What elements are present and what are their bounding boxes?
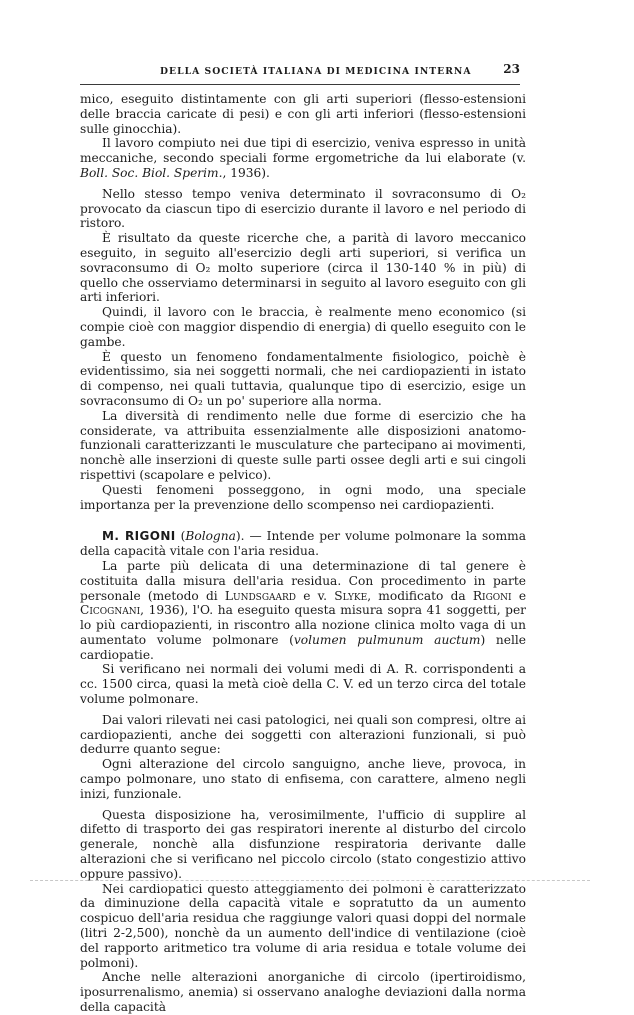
paragraph: mico, eseguito distintamente con gli arti superiori (flesso-estensioni delle braccia caricate di pesi) e con gli arti inferiori (flesso-estensioni sulle ginocchia). bbox=[80, 92, 526, 136]
paragraph: Il lavoro compiuto nei due tipi di esercizio, veniva espresso in unità meccaniche, secondo speciali forme ergometriche da lui elaborate (v. Boll. Soc. Biol. Sperim., 1936). bbox=[80, 136, 526, 180]
page-body bbox=[80, 92, 526, 1015]
paragraph: Dai valori rilevati nei casi patologici, nei quali son compresi, oltre ai cardiopazienti, anche dei soggetti con alterazioni funzionali, si può dedurre quanto segue: bbox=[80, 712, 526, 757]
cited-author: Cicognani bbox=[80, 603, 141, 618]
paragraph: Quindi, il lavoro con le braccia, è realmente meno economico (si compie cioè con maggior dispendio di energia) di quello eseguito con le gambe. bbox=[80, 305, 526, 349]
paragraph: Nei cardiopatici questo atteggiamento dei polmoni è caratterizzato da diminuzione della capacità vitale e sopratutto da un aumento cospicuo dell'aria residua che raggiunge valori quasi doppi del normale (litri 2-2,500), nonchè da un aumento dell'indice di ventilazione (cioè del rapporto aritmetico tra volume di aria residua e totale volume dei polmoni). bbox=[80, 881, 526, 970]
author-place: Bologna bbox=[185, 529, 236, 544]
paragraph: Ogni alterazione del circolo sanguigno, anche lieve, provoca, in campo polmonare, uno stato di enfisema, con carattere, almeno negli inizi, funzionale. bbox=[80, 757, 526, 801]
author-name: M. RIGONI bbox=[102, 529, 176, 544]
running-header-title: DELLA SOCIETÀ ITALIANA DI MEDICINA INTERNA bbox=[160, 66, 472, 77]
paragraph: Si verificano nei normali dei volumi medi di A. R. corrispondenti a cc. 1500 circa, quasi la metà cioè della C. V. ed un terzo circa del totale volume polmonare. bbox=[80, 662, 526, 707]
page-number: 23 bbox=[503, 62, 520, 76]
paragraph: La diversità di rendimento nelle due forme di esercizio che ha considerate, va attribuita essenzialmente alle disposizioni anatomo-funzionali caratterizzanti le musculature che partecipano ai movimenti, nonchè alle inserzioni di queste sulle parti ossee degli arti e sui cingoli rispettivi (scapolare e pelvico). bbox=[80, 408, 526, 482]
citation-journal: Boll. Soc. Biol. Sperim. bbox=[80, 165, 223, 180]
paragraph: M. RIGONI (Bologna). — Intende per volume polmonare la somma della capacità vitale con l'aria residua. bbox=[80, 529, 526, 559]
cited-author: Lundsgaard bbox=[224, 588, 297, 603]
paragraph: Questi fenomeni posseggono, in ogni modo, una speciale importanza per la prevenzione dello scompenso nei cardiopazienti. bbox=[80, 482, 526, 512]
paragraph: È questo un fenomeno fondamentalmente fisiologico, poichè è evidentissimo, sia nei soggetti normali, che nei cardiopazienti in istato di compenso, nei quali tuttavia, qualunque tipo di esercizio, esige un sovraconsumo di O₂ un po' superiore alla norma. bbox=[80, 349, 526, 408]
paragraph: Nello stesso tempo veniva determinato il sovraconsumo di O₂ provocato da ciascun tipo di esercizio durante il lavoro e nel periodo di ristoro. bbox=[80, 186, 526, 231]
latin-term: volumen pulmunum auctum bbox=[293, 632, 481, 647]
paragraph: La parte più delicata di una determinazione di tal genere è costituita dalla misura dell'aria residua. Con procedimento in parte personale (metodo di Lundsgaard e v. Slyke, modificato da Rigoni e Cicognani, 1936), l'O. ha eseguito questa misura sopra 41 soggetti, per lo più cardiopazienti, in riscontro alla nozione clinica molto vaga di un aumentato volume polmonare (volumen pulmunum auctum) nelle cardiopatie. bbox=[80, 558, 527, 662]
paragraph: È risultato da queste ricerche che, a parità di lavoro meccanico eseguito, in seguito all'esercizio degli arti superiori, si verifica un sovraconsumo di O₂ molto superiore (circa il 130-140 % in più) di quello che osserviamo determinarsi in seguito al lavoro eseguito con gli arti inferiori. bbox=[80, 231, 526, 305]
cited-author: Rigoni bbox=[472, 588, 512, 603]
paragraph: Questa disposizione ha, verosimilmente, l'ufficio di supplire al difetto di trasporto dei gas respiratori inerente al disturbo del circolo generale, nonchè alla disfunzione respiratoria derivante dalle alterazioni che si verificano nel piccolo circolo (stato congestizio attivo oppure passivo). bbox=[80, 807, 526, 881]
cited-author: Slyke bbox=[334, 588, 368, 603]
header-rule bbox=[80, 84, 520, 85]
scan-artifact-line bbox=[30, 880, 590, 883]
paragraph: Anche nelle alterazioni anorganiche di circolo (ipertiroidismo, iposurrenalismo, anemia) si osservano analoghe deviazioni dalla norma della capacità bbox=[80, 970, 526, 1015]
